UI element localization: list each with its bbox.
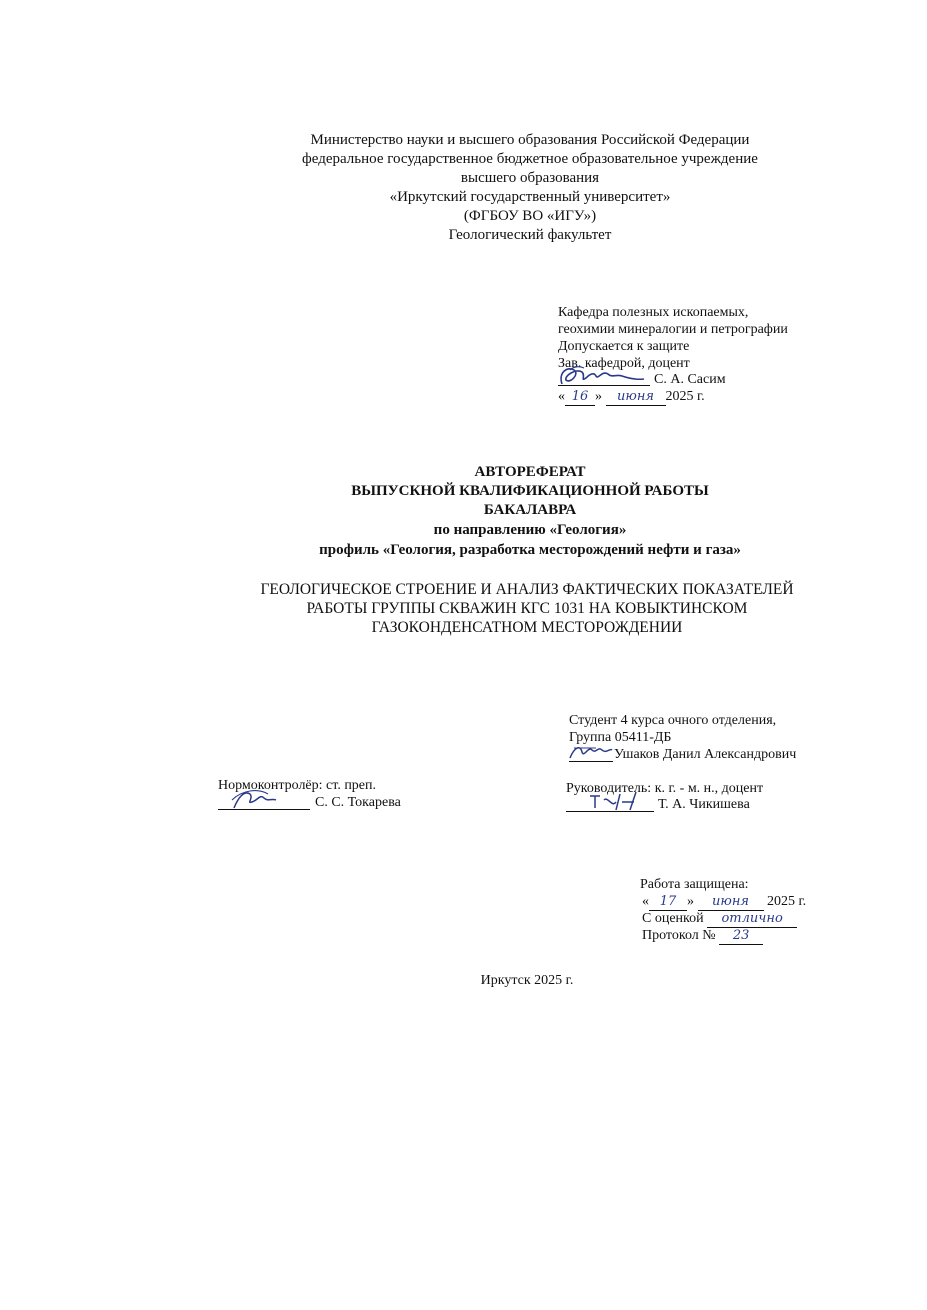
student-name: Ушаков Данил Александрович [614, 747, 797, 762]
normcontrol-signature [228, 786, 282, 812]
university-name-line: «Иркутский государственный университет» [389, 189, 671, 205]
protocol-label: Протокол № [642, 928, 716, 943]
approval-year: 2025 г. [665, 389, 705, 404]
head-of-department-line: Зав. кафедрой, доцент [558, 356, 690, 371]
head-signature [556, 362, 648, 390]
topic-line-2: РАБОТЫ ГРУППЫ СКВАЖИН КГС 1031 НА КОВЫКТИНСКОМ [306, 600, 748, 617]
student-group: Группа 05411-ДБ [569, 730, 672, 745]
approval-date [558, 388, 705, 406]
institution-type-line: федеральное государственное бюджетное образовательное учреждение [302, 151, 758, 167]
profile-line: профиль «Геология, разработка месторождений нефти и газа» [319, 542, 741, 558]
grade-value: отлично [707, 910, 797, 928]
university-abbr-line: (ФГБОУ ВО «ИГУ») [463, 208, 597, 224]
ministry-line: Министерство науки и высшего образования Российской Федерации [310, 132, 750, 148]
topic-line-3: ГАЗОКОНДЕНСАТНОМ МЕСТОРОЖДЕНИИ [371, 619, 683, 636]
defense-month: июня [698, 893, 764, 911]
protocol-number: 23 [719, 927, 763, 945]
grade-label: С оценкой [642, 911, 704, 926]
normcontrol-name: С. С. Токарева [315, 795, 401, 810]
approval-date-close-quote: » [595, 389, 602, 404]
supervisor-name: Т. А. Чикишева [658, 797, 750, 812]
department-line-1: Кафедра полезных ископаемых, [558, 305, 749, 320]
defense-heading: Работа защищена: [640, 877, 749, 892]
direction-line: по направлению «Геология» [433, 522, 627, 538]
approval-month: июня [606, 388, 666, 406]
defense-year: 2025 г. [767, 894, 807, 909]
head-name: С. А. Сасим [654, 372, 726, 387]
student-signature [566, 738, 616, 762]
doc-type-title: АВТОРЕФЕРАТ [474, 464, 586, 480]
defense-date [642, 893, 806, 911]
defense-protocol [642, 927, 763, 945]
city-year: Иркутск 2025 г. [480, 973, 574, 988]
approval-date-open-quote: « [558, 389, 565, 404]
education-level-line: высшего образования [460, 170, 600, 186]
supervisor-signature [586, 788, 646, 814]
defense-date-close-quote: » [687, 894, 694, 909]
faculty-line: Геологический факультет [448, 227, 612, 243]
work-type-title: ВЫПУСКНОЙ КВАЛИФИКАЦИОННОЙ РАБОТЫ [351, 483, 709, 499]
defense-date-open-quote: « [642, 894, 649, 909]
admit-line: Допускается к защите [558, 339, 690, 354]
degree-title: БАКАЛАВРА [483, 502, 577, 518]
approval-day: 16 [565, 388, 595, 406]
supervisor-line-1: Руководитель: к. г. - м. н., доцент [566, 781, 764, 796]
normcontrol-line-1: Нормоконтролёр: ст. преп. [218, 778, 377, 793]
defense-day: 17 [649, 893, 687, 911]
department-line-2: геохимии минералогии и петрографии [558, 322, 788, 337]
topic-line-1: ГЕОЛОГИЧЕСКОЕ СТРОЕНИЕ И АНАЛИЗ ФАКТИЧЕСКИХ ПОКАЗАТЕЛЕЙ [260, 581, 794, 598]
defense-grade [642, 910, 797, 928]
student-line-1: Студент 4 курса очного отделения, [569, 713, 777, 728]
